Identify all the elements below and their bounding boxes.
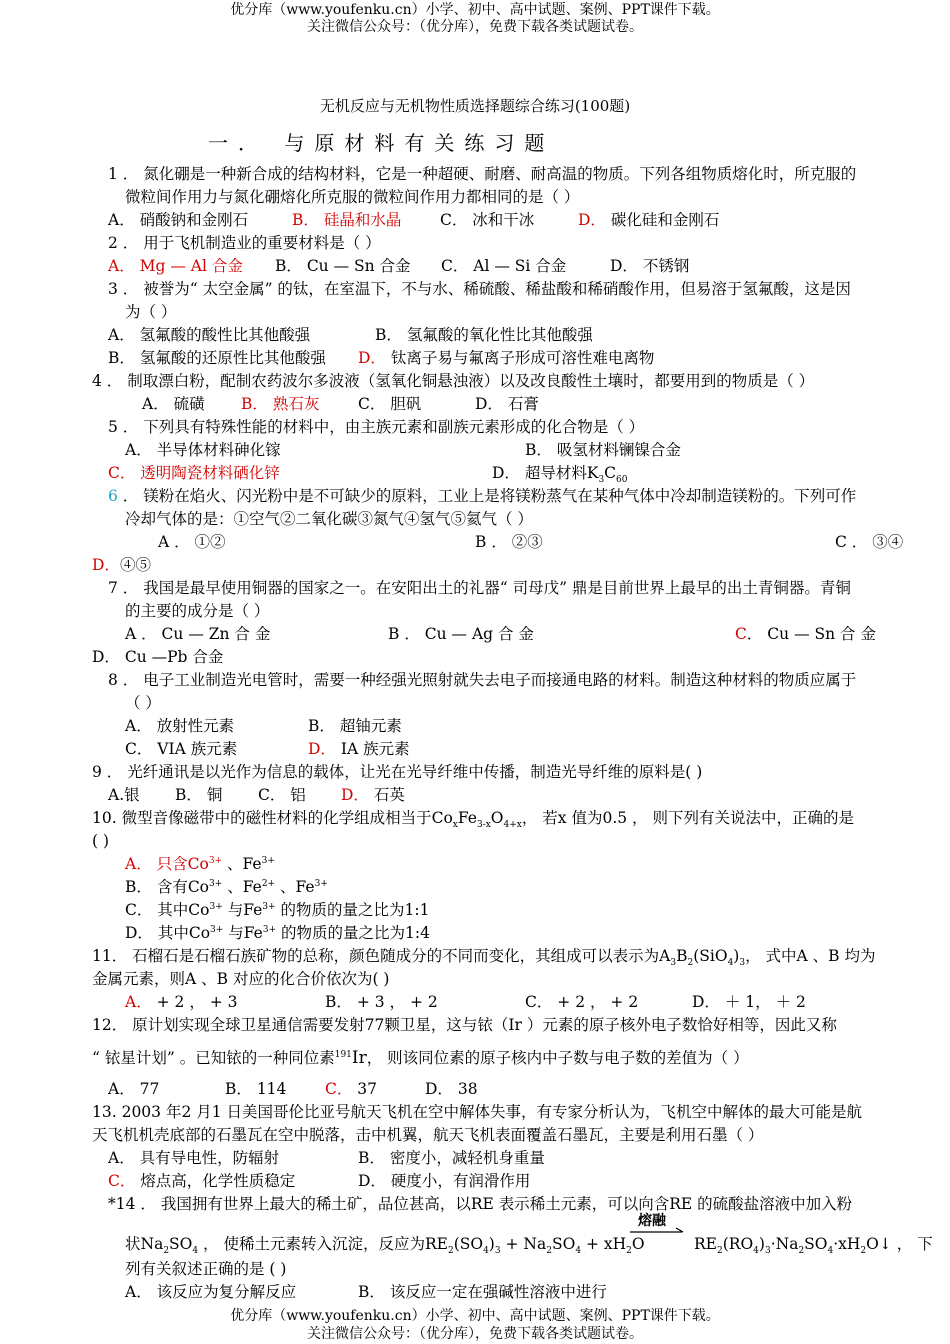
q6-stem: 6 ． 镁粉在焰火、闪光粉中是不可缺少的原料，工业上是将镁粉蒸气在某种气体中冷却制造镁粉的。下列可作	[108, 487, 857, 505]
q9-option-a: A.银	[108, 786, 140, 804]
q1-option-b: B． 硅晶和水晶	[292, 211, 402, 229]
q13-option-c: C． 熔点高，化学性质稳定	[108, 1172, 296, 1190]
reaction-arrow	[628, 1213, 686, 1237]
q14-stem: *14 ． 我国拥有世界上最大的稀土矿，品位甚高，以RE 表示稀土元素，可以向含RE 的硫酸盐溶液中加入粉	[108, 1195, 853, 1213]
q1-option-c: C． 冰和干冰	[440, 211, 535, 229]
q14-equation-rhs: $RE_2(RO_4)_3\cdot Na_2SO_4\cdot xH_2O↓$ ， 下	[694, 1235, 933, 1257]
q5-stem: 5 ． 下列具有特殊性能的材料中，由主族元素和副族元素形成的化合物是（ ）	[108, 418, 645, 436]
q12-option-a: A． 77	[108, 1080, 160, 1098]
q14-stem-3: 列有关叙述正确的是 ( )	[125, 1260, 287, 1278]
q6-option-c: C ． ③④	[835, 533, 904, 551]
q11-option-c: C． + 2 ， + 2	[525, 993, 639, 1011]
footer-line-2: 关注微信公众号：（优分库），免费下载各类试题试卷。	[307, 1326, 643, 1342]
q1-option-d: D． 碳化硅和金刚石	[578, 211, 720, 229]
q8-option-d: D． IA 族元素	[308, 740, 410, 758]
arrow-icon	[628, 1213, 686, 1237]
q3-stem-2: 为（ ）	[125, 303, 177, 321]
q10-option-c: C． 其中$Co^{3+}$ 与$Fe^{3+}$ 的物质的量之比为1:1	[125, 901, 430, 919]
q1-option-d-text: 碳化硅和金刚石	[605, 211, 720, 229]
q14-option-a: A． 该反应为复分解反应	[125, 1283, 297, 1301]
q9-option-c: C． 铝	[258, 786, 306, 804]
q11-option-b: B． + 3 ， + 2	[325, 993, 438, 1011]
isotope-mass-number: 191	[334, 1049, 352, 1060]
section-heading: 一． 与原材料有关练习题	[208, 131, 555, 155]
q5-option-a: A． 半导体材料砷化镓	[125, 441, 281, 459]
footer-line-1: 优分库（www.youfenku.cn）小学、初中、高中试题、案例、PPT课件下载。	[230, 1308, 720, 1324]
q11-option-d: D． ＋ 1， ＋ 2	[692, 993, 806, 1011]
q8-option-c: C． VIA 族元素	[125, 740, 238, 758]
q10-option-a: A． 只含$Co^{3+}$ 、$Fe^{3+}$	[125, 855, 275, 873]
q2-option-b: B． Cu — Sn 合金	[275, 257, 411, 275]
q8-option-b: B． 超铀元素	[308, 717, 402, 735]
q5-option-b: B． 吸氢材料镧镍合金	[525, 441, 681, 459]
q13-option-b: B． 密度小，减轻机身重量	[358, 1149, 545, 1167]
q3-option-b: B． 氢氟酸的氧化性比其他酸强	[375, 326, 593, 344]
q12-option-b: B． 114	[225, 1080, 287, 1098]
q13-stem: 13. 2003 年2 月1 日美国哥伦比亚号航天飞机在空中解体失事，有专家分析认为，飞机空中解体的最大可能是航	[92, 1103, 863, 1121]
q7-option-c: C． Cu — Sn 合 金	[735, 625, 876, 643]
q1-stem-2: 微粒间作用力与氮化硼熔化所克服的微粒间作用力都相同的是（ ）	[125, 188, 580, 206]
q12-option-d: D． 38	[425, 1080, 478, 1098]
q14-equation-lhs: 状$Na_2SO_4$ ， 使稀土元素转入沉淀，反应为$RE_2(SO_4)_3 + Na_2SO_4 + xH_2O$	[125, 1235, 645, 1257]
q8-stem: 8 ． 电子工业制造光电管时，需要一种经强光照射就失去电子而接通电路的材料。制造这种材料的物质应属于	[108, 671, 857, 689]
q13-option-d: D． 硬度小，有润滑作用	[358, 1172, 531, 1190]
q4-option-c: C． 胆矾	[358, 395, 422, 413]
q6-number: 6	[108, 487, 118, 505]
q10-option-d: D． 其中$Co^{3+}$ 与$Fe^{3+}$ 的物质的量之比为1:4	[125, 924, 430, 942]
q11-stem-2: 金属元素，则A 、B 对应的化合价依次为( )	[92, 970, 390, 988]
isotope-symbol: Ir	[351, 1048, 367, 1068]
q5-option-c: C． 透明陶瓷材料硒化锌	[108, 464, 280, 482]
q12-stem: 12． 原计划实现全球卫星通信需要发射77颗卫星，这与铱（Ir ）元素的原子核外电子数恰好相等，因此又称	[92, 1016, 837, 1034]
q7-option-a: A ． Cu — Zn 合 金	[125, 625, 271, 643]
q9-option-b: B． 铜	[175, 786, 223, 804]
q1-stem: 1 ． 氮化硼是一种新合成的结构材料，它是一种超硬、耐磨、耐高温的物质。下列各组物质熔化时，所克服的	[108, 165, 857, 183]
q12-option-c: C． 37	[325, 1080, 378, 1098]
q9-stem: 9 ． 光纤通讯是以光作为信息的载体，让光在光导纤维中传播，制造光导纤维的原料是( )	[92, 763, 703, 781]
q6-option-d: D．④⑤	[92, 556, 151, 574]
q3-option-d: D． 钛离子易与氟离子形成可溶性难电离物	[358, 349, 655, 367]
q13-option-a: A． 具有导电性，防辐射	[108, 1149, 280, 1167]
q8-option-a: A． 放射性元素	[125, 717, 235, 735]
reaction-condition: 熔融	[638, 1213, 666, 1229]
q2-option-d: D． 不锈钢	[610, 257, 690, 275]
q4-option-d: D． 石膏	[475, 395, 539, 413]
q11-option-a: A． + 2 ， + 3	[125, 993, 238, 1011]
q6-stem-2: 冷却气体的是：①空气②二氧化碳③氮气④氢气⑤氦气（ ）	[125, 510, 533, 528]
q4-stem: 4 ． 制取漂白粉，配制农药波尔多波液（氢氧化铜悬浊液）以及改良酸性土壤时，都要用到的物质是（ ）	[92, 372, 815, 390]
q2-option-c: C． Al — Si 合金	[441, 257, 567, 275]
q10-stem: 10. 微型音像磁带中的磁性材料的化学组成相当于$Co_xFe_{3-x}O_{4+x}$， 若x 值为0.5 ， 则下列有关说法中，正确的是	[92, 809, 854, 831]
q1-option-a: A． 硝酸钠和金刚石	[108, 211, 249, 229]
q10-stem-2: ( )	[92, 832, 110, 850]
q13-stem-2: 天飞机机壳底部的石墨瓦在空中脱落，击中机翼，航天飞机表面覆盖石墨瓦，主要是利用石墨（ ）	[92, 1126, 764, 1144]
q2-option-a: A． Mg — Al 合金	[108, 257, 243, 275]
q8-option-d-text: IA 族元素	[335, 740, 410, 758]
q9-option-d: D． 石英	[341, 786, 405, 804]
q12-stem-2: “ 铱星计划” 。已知铱的一种同位素$^{191}$Ir， 则该同位素的原子核内中子数与电子数的差值为（ ）	[92, 1048, 749, 1068]
page-title: 无机反应与无机物性质选择题综合练习(100题)	[319, 97, 631, 115]
q4-option-a: A． 硫磺	[142, 395, 205, 413]
q7-stem-2: 的主要的成分是（ ）	[125, 602, 270, 620]
q7-stem: 7 ． 我国是最早使用铜器的国家之一。在安阳出土的礼器“ 司母戊” 鼎是目前世界上最早的出土青铜器。青铜	[108, 579, 851, 597]
q5-option-d: D． 超导材料$K_3C_{60}$	[492, 464, 628, 486]
q6-option-b: B ． ②③	[475, 533, 543, 551]
q4-option-b: B． 熟石灰	[241, 395, 320, 413]
q3-option-d-text: 钛离子易与氟离子形成可溶性难电离物	[385, 349, 655, 367]
q2-stem: 2 ． 用于飞机制造业的重要材料是（ ）	[108, 234, 381, 252]
q7-option-d: D． Cu —Pb 合金	[92, 648, 224, 666]
q10-option-b: B． 含有$Co^{3+}$ 、$Fe^{2+}$ 、$Fe^{3+}$	[125, 878, 328, 896]
header-line-1: 优分库（www.youfenku.cn）小学、初中、高中试题、案例、PPT课件下载。	[230, 2, 720, 18]
header-line-2: 关注微信公众号：（优分库），免费下载各类试题试卷。	[307, 19, 643, 35]
q6-option-a: A ． ①②	[158, 533, 226, 551]
q8-stem-2: （ ）	[125, 694, 161, 712]
q11-stem: 11． 石榴石是石榴石族矿物的总称，颜色随成分的不同而变化，其组成可以表示为$A_3B_2(SiO_4)_3$， 式中A 、B 均为	[92, 947, 876, 969]
q9-option-d-text: 石英	[368, 786, 405, 804]
q3-stem: 3 ． 被誉为“ 太空金属” 的钛，在室温下，不与水、稀硫酸、稀盐酸和稀硝酸作用，但易溶于氢氟酸，这是因	[108, 280, 851, 298]
q14-option-b: B． 该反应一定在强碱性溶液中进行	[358, 1283, 607, 1301]
q3-option-c: B． 氢氟酸的还原性比其他酸强	[108, 349, 326, 367]
q3-option-a: A． 氢氟酸的酸性比其他酸强	[108, 326, 311, 344]
q7-option-b: B ． Cu — Ag 合 金	[388, 625, 534, 643]
